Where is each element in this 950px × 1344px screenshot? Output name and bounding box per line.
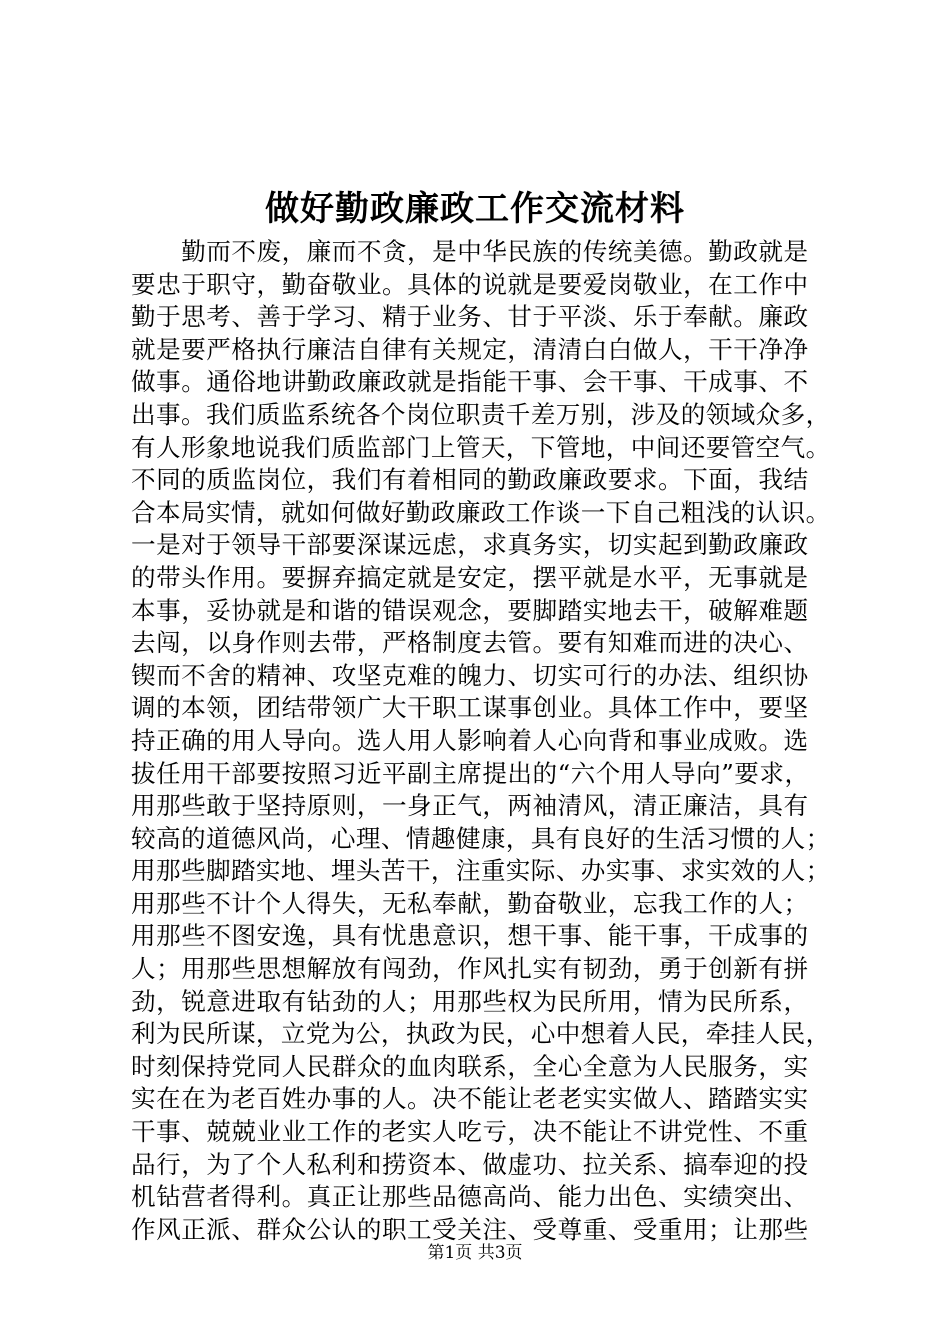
- body-line: 持正确的用人导向。选人用人影响着人心向背和事业成败。选: [131, 725, 809, 755]
- body-line: 出事。我们质监系统各个岗位职责千差万别，涉及的领域众多，: [131, 399, 831, 429]
- body-line: 用那些敢于坚持原则，一身正气，两袖清风，清正廉洁，具有: [131, 791, 809, 821]
- document-title: 做好勤政廉政工作交流材料: [265, 189, 685, 229]
- body-line: 就是要严格执行廉洁自律有关规定，清清白白做人，干干净净: [131, 334, 809, 364]
- body-line: 勤而不废，廉而不贪，是中华民族的传统美德。勤政就是: [131, 237, 809, 266]
- body-line: 一是对于领导干部要深谋远虑，求真务实，切实起到勤政廉政: [131, 530, 809, 560]
- page-number: 第1页 共3页: [427, 1243, 523, 1263]
- body-line: 用那些不计个人得失，无私奉献，勤奋敬业，忘我工作的人；: [131, 888, 809, 918]
- body-line: 去闯，以身作则去带，严格制度去管。要有知难而进的决心、: [131, 628, 809, 658]
- body-line: 勤于思考、善于学习、精于业务、甘于平淡、乐于奉献。廉政: [131, 302, 809, 332]
- body-line: 用那些不图安逸，具有忧患意识，想干事、能干事，干成事的: [131, 921, 809, 951]
- body-line: 用那些脚踏实地、埋头苦干，注重实际、办实事、求实效的人；: [131, 856, 831, 886]
- body-line: 的带头作用。要摒弃搞定就是安定，摆平就是水平，无事就是: [131, 562, 809, 592]
- body-line: 时刻保持党同人民群众的血肉联系，全心全意为人民服务，实: [131, 1051, 809, 1081]
- body-line: 作风正派、群众公认的职工受关注、受尊重、受重用；让那些: [131, 1214, 809, 1244]
- body-line: 实在在为老百姓办事的人。决不能让老老实实做人、踏踏实实: [131, 1084, 809, 1114]
- body-line: 拔任用干部要按照习近平副主席提出的“六个用人导向”要求，: [131, 758, 810, 788]
- body-line: 人；用那些思想解放有闯劲，作风扎实有韧劲，勇于创新有拼: [131, 954, 809, 984]
- body-line: 品行，为了个人私利和捞资本、做虚功、拉关系、搞奉迎的投: [131, 1149, 809, 1179]
- body-line: 本事，妥协就是和谐的错误观念，要脚踏实地去干，破解难题: [131, 595, 809, 625]
- body-line: 机钻营者得利。真正让那些品德高尚、能力出色、实绩突出、: [131, 1182, 809, 1212]
- body-line: 做事。通俗地讲勤政廉政就是指能干事、会干事、干成事、不: [131, 367, 809, 397]
- body-line: 劲，锐意进取有钻劲的人；用那些权为民所用，情为民所系，: [131, 986, 809, 1016]
- body-line: 较高的道德风尚，心理、情趣健康，具有良好的生活习惯的人；: [131, 823, 831, 853]
- document-body: [131, 236, 831, 1246]
- body-line: 要忠于职守，勤奋敬业。具体的说就是要爱岗敬业，在工作中: [131, 269, 809, 299]
- body-line: 利为民所谋，立党为公，执政为民，心中想着人民，牵挂人民，: [131, 1019, 831, 1049]
- body-line: 锲而不舍的精神、攻坚克难的魄力、切实可行的办法、组织协: [131, 660, 809, 690]
- body-line: 不同的质监岗位，我们有着相同的勤政廉政要求。下面，我结: [131, 465, 809, 495]
- body-line: 干事、兢兢业业工作的老实人吃亏，决不能让不讲党性、不重: [131, 1117, 809, 1147]
- body-line: 合本局实情，就如何做好勤政廉政工作谈一下自己粗浅的认识。: [131, 497, 831, 527]
- body-line: 有人形象地说我们质监部门上管天，下管地，中间还要管空气。: [131, 432, 831, 462]
- body-line: 调的本领，团结带领广大干职工谋事创业。具体工作中，要坚: [131, 693, 809, 723]
